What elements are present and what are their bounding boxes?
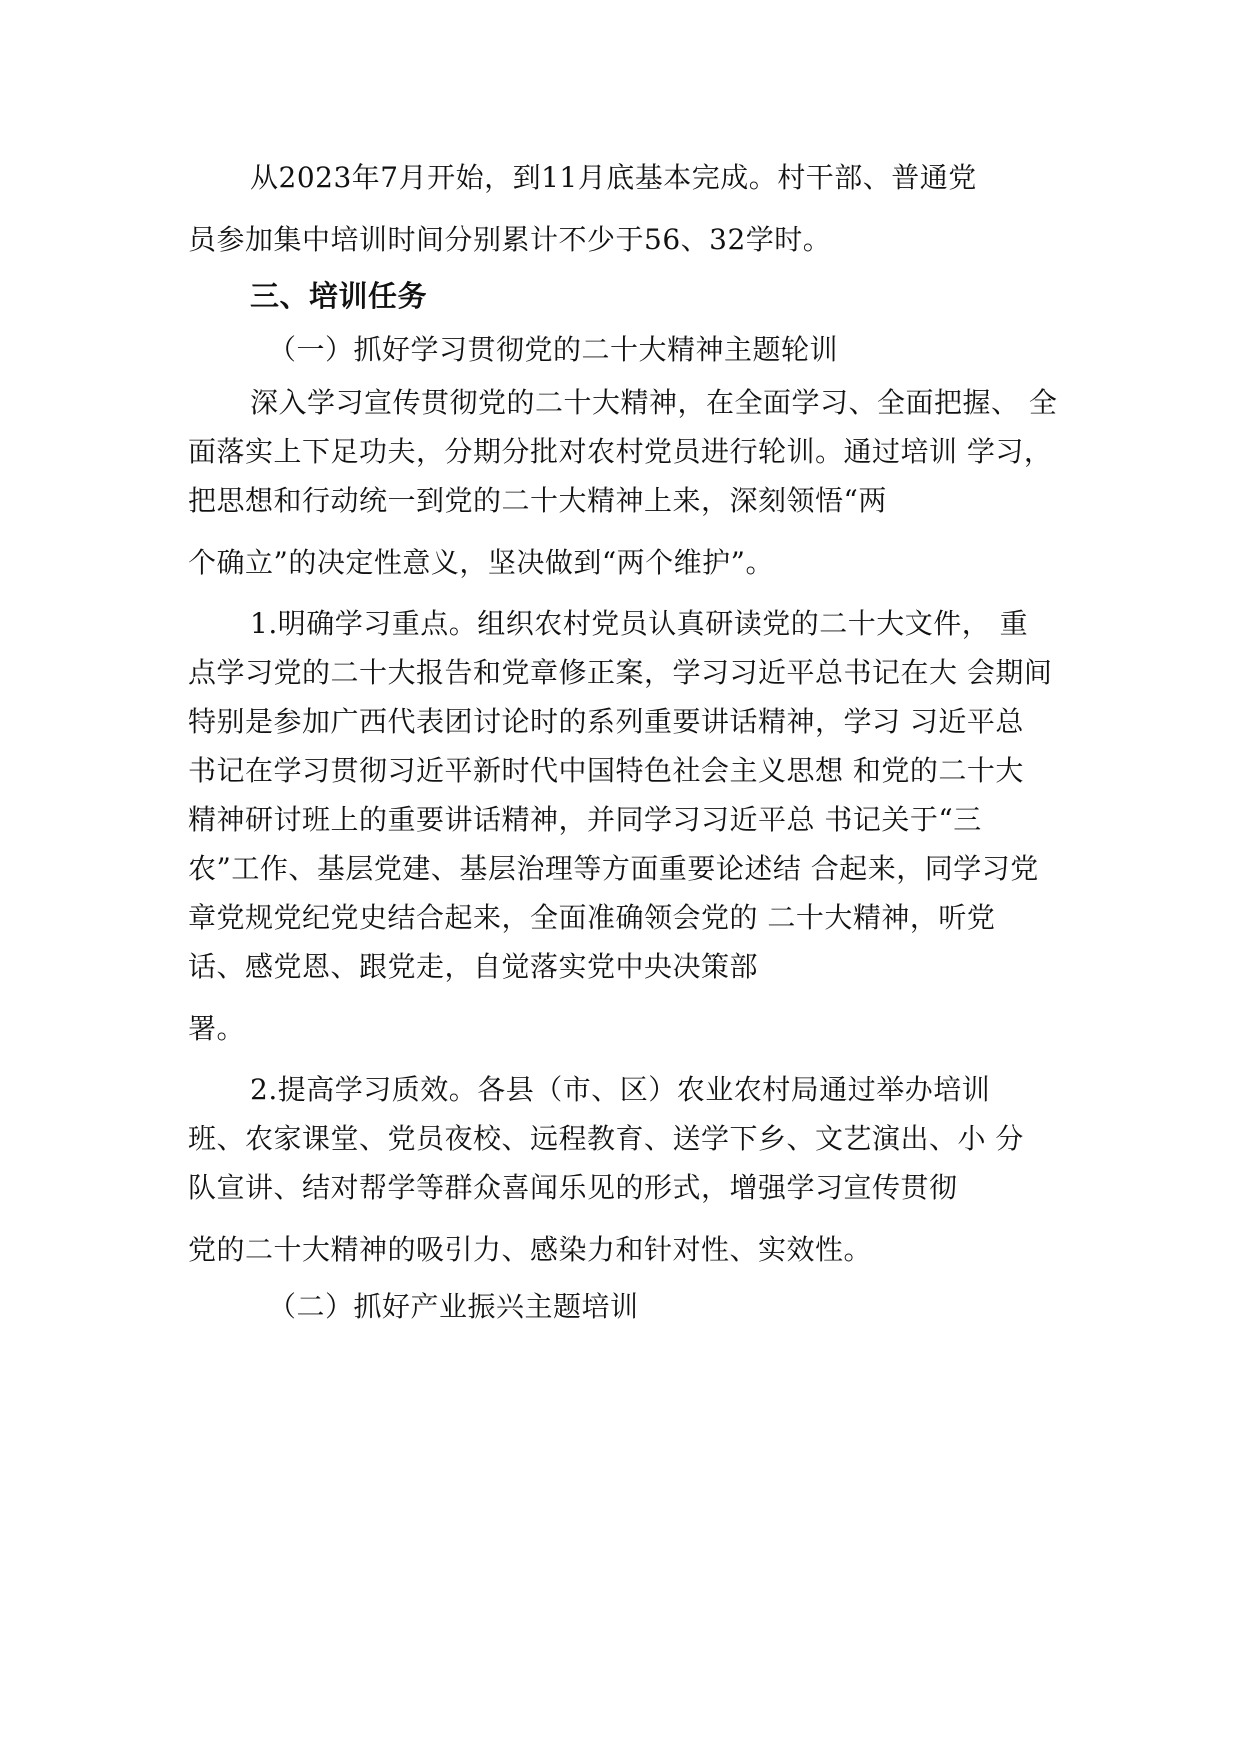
paragraph-line: 特别是参加广西代表团讨论时的系列重要讲话精神，学习 习近平总 [188,705,1024,738]
paragraph-line: 班、农家课堂、党员夜校、远程教育、送学下乡、文艺演出、小 分 [188,1122,1024,1155]
paragraph-line: 员参加集中培训时间分别累计不少于56、32学时。 [188,223,832,256]
subsection-heading: （二）抓好产业振兴主题培训 [268,1290,639,1323]
paragraph-line: 点学习党的二十大报告和党章修正案，学习习近平总书记在大 会期间 [188,656,1053,689]
paragraph-line: 话、感党恩、跟党走，自觉落实党中央决策部 [188,950,759,983]
paragraph-line: 农”工作、基层党建、基层治理等方面重要论述结 合起来，同学习党 [188,852,1039,885]
paragraph-line: 章党规党纪党史结合起来，全面准确领会党的 二十大精神，听党 [188,901,996,934]
paragraph-line: 党的二十大精神的吸引力、感染力和针对性、实效性。 [188,1233,873,1266]
paragraph-line: 把思想和行动统一到党的二十大精神上来，深刻领悟“两 [188,484,887,517]
paragraph-line: 精神研讨班上的重要讲话精神，并同学习习近平总 书记关于“三 [188,803,982,836]
paragraph-line: 深入学习宣传贯彻党的二十大精神，在全面学习、全面把握、 全 [250,386,1058,419]
paragraph-line: 面落实上下足功夫，分期分批对农村党员进行轮训。通过培训 学习， [188,435,1053,468]
paragraph-line: 署。 [188,1012,246,1045]
section-heading: 三、培训任务 [250,279,428,313]
subsection-heading: （一）抓好学习贯彻党的二十大精神主题轮训 [268,333,839,366]
paragraph-line: 队宣讲、结对帮学等群众喜闻乐见的形式，增强学习宣传贯彻 [188,1171,958,1204]
paragraph-line: 从2023年7月开始，到11月底基本完成。村干部、普通党 [250,161,977,194]
list-item: 1.明确学习重点。组织农村党员认真研读党的二十大文件， 重 [250,607,1029,640]
paragraph-line: 书记在学习贯彻习近平新时代中国特色社会主义思想 和党的二十大 [188,754,1024,787]
paragraph-line: 个确立”的决定性意义，坚决做到“两个维护”。 [188,546,774,579]
list-item: 2.提高学习质效。各县（市、区）农业农村局通过举办培训 [250,1073,991,1106]
